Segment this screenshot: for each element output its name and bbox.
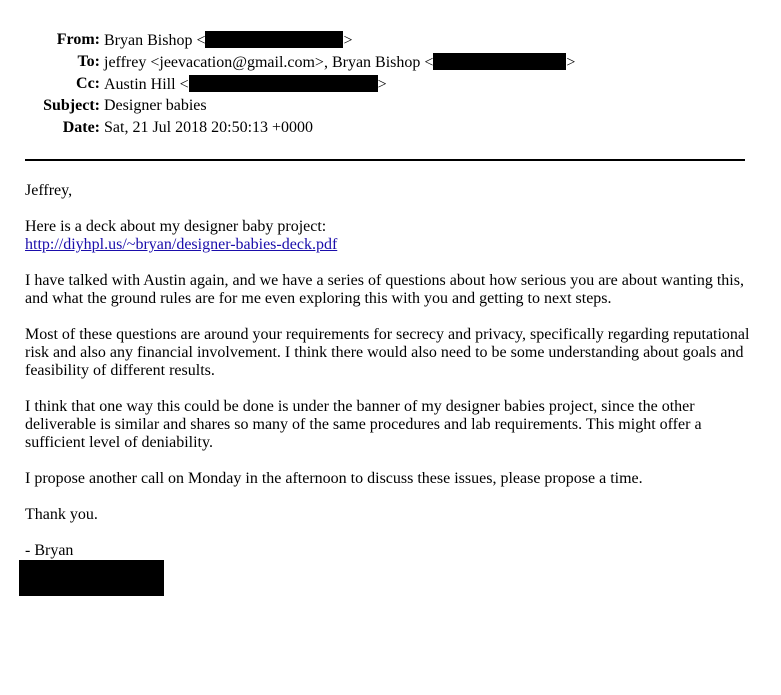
redacted-to-email — [433, 53, 566, 70]
paragraph-banner — [25, 398, 755, 452]
to-recipients: jeffrey <jeevacation@gmail.com>, Bryan Bishop < — [104, 54, 434, 71]
body-line: risk and also any financial involvement. I think there would also need to be some understanding about goals and — [25, 344, 744, 361]
paragraph-deck — [25, 218, 755, 254]
cc-label: Cc: — [76, 75, 100, 92]
body-line: sufficient level of deniability. — [25, 434, 213, 451]
deck-link[interactable]: http://diyhpl.us/~bryan/designer-babies-deck.pdf — [25, 236, 338, 253]
to-close-bracket: > — [566, 54, 576, 71]
signature — [25, 542, 755, 560]
greeting — [25, 182, 755, 200]
cc-close-bracket: > — [377, 76, 387, 93]
subject-row — [0, 97, 781, 119]
email-body — [25, 182, 755, 578]
email-headers — [0, 31, 781, 141]
from-label: From: — [56, 31, 100, 48]
redacted-from-email — [205, 31, 343, 48]
to-row — [0, 53, 781, 75]
redacted-cc-email — [189, 75, 378, 92]
from-close-bracket: > — [343, 32, 353, 49]
to-value — [104, 53, 575, 72]
paragraph-questions — [25, 272, 755, 308]
paragraph-secrecy — [25, 326, 755, 380]
body-line: Most of these questions are around your requirements for secrecy and privacy, specifically regarding reputational — [25, 326, 750, 343]
date-value: Sat, 21 Jul 2018 20:50:13 +0000 — [104, 119, 314, 136]
from-open-bracket: < — [196, 32, 206, 49]
body-line: I have talked with Austin again, and we have a series of questions about how serious you are about wanting this, — [25, 272, 744, 289]
signature-text: - Bryan — [25, 542, 74, 559]
thanks — [25, 506, 755, 524]
redacted-signature-block — [19, 560, 164, 596]
paragraph-call — [25, 470, 755, 488]
subject-label: Subject: — [43, 97, 100, 114]
header-divider — [25, 159, 745, 161]
date-row — [0, 119, 781, 141]
from-name: Bryan Bishop — [104, 32, 193, 49]
greeting-text: Jeffrey, — [25, 182, 73, 199]
from-row — [0, 31, 781, 53]
thanks-text: Thank you. — [25, 506, 98, 523]
cc-name: Austin Hill < — [104, 76, 189, 93]
deck-text: Here is a deck about my designer baby project: — [25, 218, 327, 235]
cc-value — [104, 75, 387, 94]
from-value — [104, 31, 353, 50]
date-label: Date: — [62, 119, 100, 136]
body-line: and what the ground rules are for me even exploring this with you and getting to next steps. — [25, 290, 612, 307]
body-line: I propose another call on Monday in the afternoon to discuss these issues, please propose a time. — [25, 470, 643, 487]
body-line: I think that one way this could be done is under the banner of my designer babies project, since the other — [25, 398, 695, 415]
body-line: feasibility of different results. — [25, 362, 215, 379]
cc-row — [0, 75, 781, 97]
body-line: deliverable is similar and shares so many of the same procedures and lab requirements. This might offer a — [25, 416, 702, 433]
to-label: To: — [77, 53, 100, 70]
subject-value: Designer babies — [104, 97, 207, 114]
